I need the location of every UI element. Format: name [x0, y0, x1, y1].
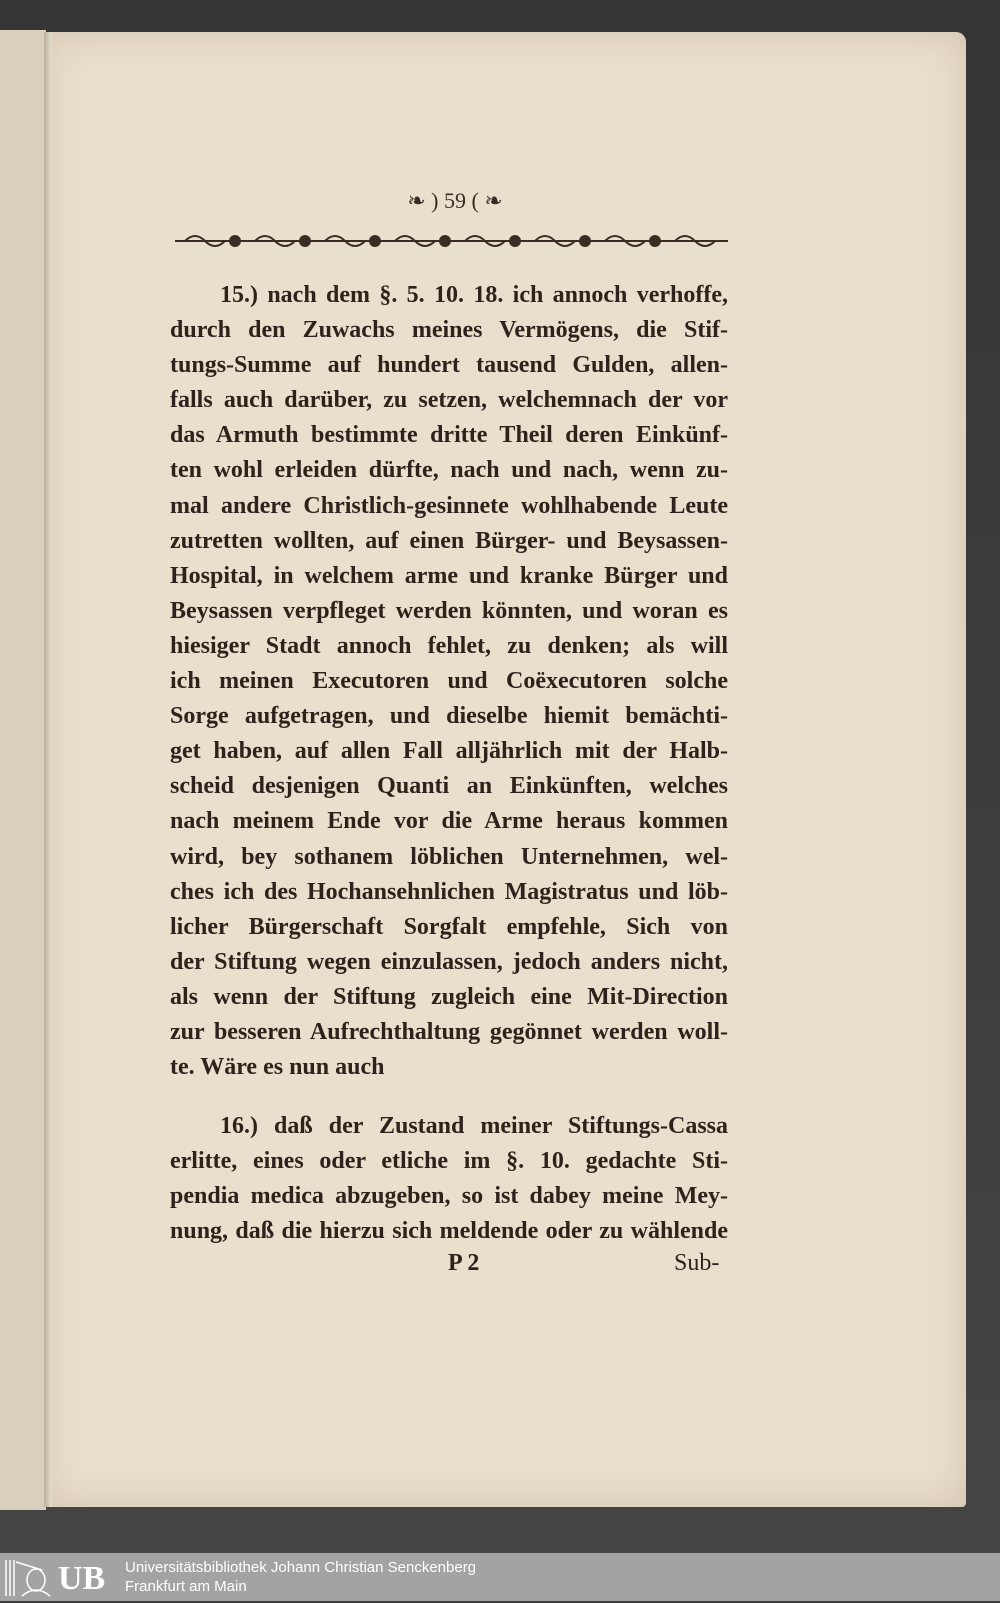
- text-line: te. Wäre es nun auch: [170, 1054, 385, 1081]
- logo-text: UB: [58, 1560, 106, 1597]
- text-line: ten wohl erleiden dürfte, nach und nach, wenn zu-: [170, 457, 728, 484]
- text-line: nung, daß die hierzu sich meldende oder zu wählende: [170, 1218, 728, 1245]
- text-line: Sorge aufgetragen, und dieselbe hiemit bemächti-: [170, 703, 728, 730]
- text-line: wird, bey sothanem löblichen Unternehmen, wel-: [170, 843, 728, 870]
- paragraph-16: [170, 1109, 728, 1249]
- library-city: Frankfurt am Main: [125, 1578, 247, 1595]
- text-line: get haben, auf allen Fall alljährlich mit der Halb-: [170, 738, 728, 765]
- portrait-logo-icon: [2, 1556, 54, 1598]
- header-ornament-left: ❧ ): [407, 188, 439, 213]
- text-line: 15.) nach dem §. 5. 10. 18. ich annoch verhoffe,: [220, 282, 728, 308]
- text-line: erlitte, eines oder etliche im §. 10. gedachte Sti-: [170, 1148, 728, 1175]
- text-line: Beysassen verpfleget werden könnten, und woran es: [170, 597, 728, 624]
- text-line: tungs-Summe auf hundert tausend Gulden, allen-: [170, 352, 728, 379]
- text-line: ches ich des Hochansehnlichen Magistratus und löb-: [170, 878, 728, 905]
- text-line: hiesiger Stadt annoch fehlet, zu denken; als will: [170, 632, 728, 659]
- page-fold: [44, 32, 52, 1507]
- paragraph-15: [170, 278, 728, 1085]
- text-line: 16.) daß der Zustand meiner Stiftungs-Cassa: [220, 1113, 728, 1139]
- facing-page-edge: [0, 30, 46, 1510]
- text-line: als wenn der Stiftung zugleich eine Mit-Direction: [170, 983, 728, 1010]
- catchword: Sub-: [674, 1250, 720, 1276]
- text-line: durch den Zuwachs meines Vermögens, die Stif-: [170, 317, 728, 344]
- text-line: der Stiftung wegen einzulassen, jedoch anders nicht,: [170, 948, 728, 975]
- text-line: scheid desjenigen Quanti an Einkünften, welches: [170, 773, 728, 800]
- library-footer: [0, 1553, 1000, 1601]
- text-line: zur besseren Aufrechthaltung gegönnet werden woll-: [170, 1018, 728, 1045]
- text-line: Hospital, in welchem arme und kranke Bürger und: [170, 562, 728, 589]
- text-line: falls auch darüber, zu setzen, welchemnach der vor: [170, 387, 728, 414]
- page-number: 59: [444, 188, 466, 213]
- text-line: nach meinem Ende vor die Arme heraus kommen: [170, 808, 728, 835]
- text-line: mal andere Christlich-gesinnete wohlhabende Leute: [170, 492, 728, 519]
- text-line: pendia medica abzugeben, so ist dabey meine Mey-: [170, 1183, 728, 1210]
- text-line: das Armuth bestimmte dritte Theil deren Einkünf-: [170, 422, 728, 449]
- library-logo: [2, 1556, 114, 1598]
- text-line: zutretten wollten, auf einen Bürger- und Beysassen-: [170, 527, 728, 554]
- page-header: [390, 188, 520, 214]
- text-line: ich meinen Executoren und Coëxecutoren solche: [170, 668, 728, 695]
- library-name: Universitätsbibliothek Johann Christian Senckenberg: [125, 1559, 477, 1576]
- signature-mark: P 2: [448, 1250, 480, 1276]
- header-ornament-right: ( ❧: [471, 188, 503, 213]
- text-line: licher Bürgerschaft Sorgfalt empfehle, Sich von: [170, 913, 728, 940]
- decorative-border-ornament: [175, 230, 728, 252]
